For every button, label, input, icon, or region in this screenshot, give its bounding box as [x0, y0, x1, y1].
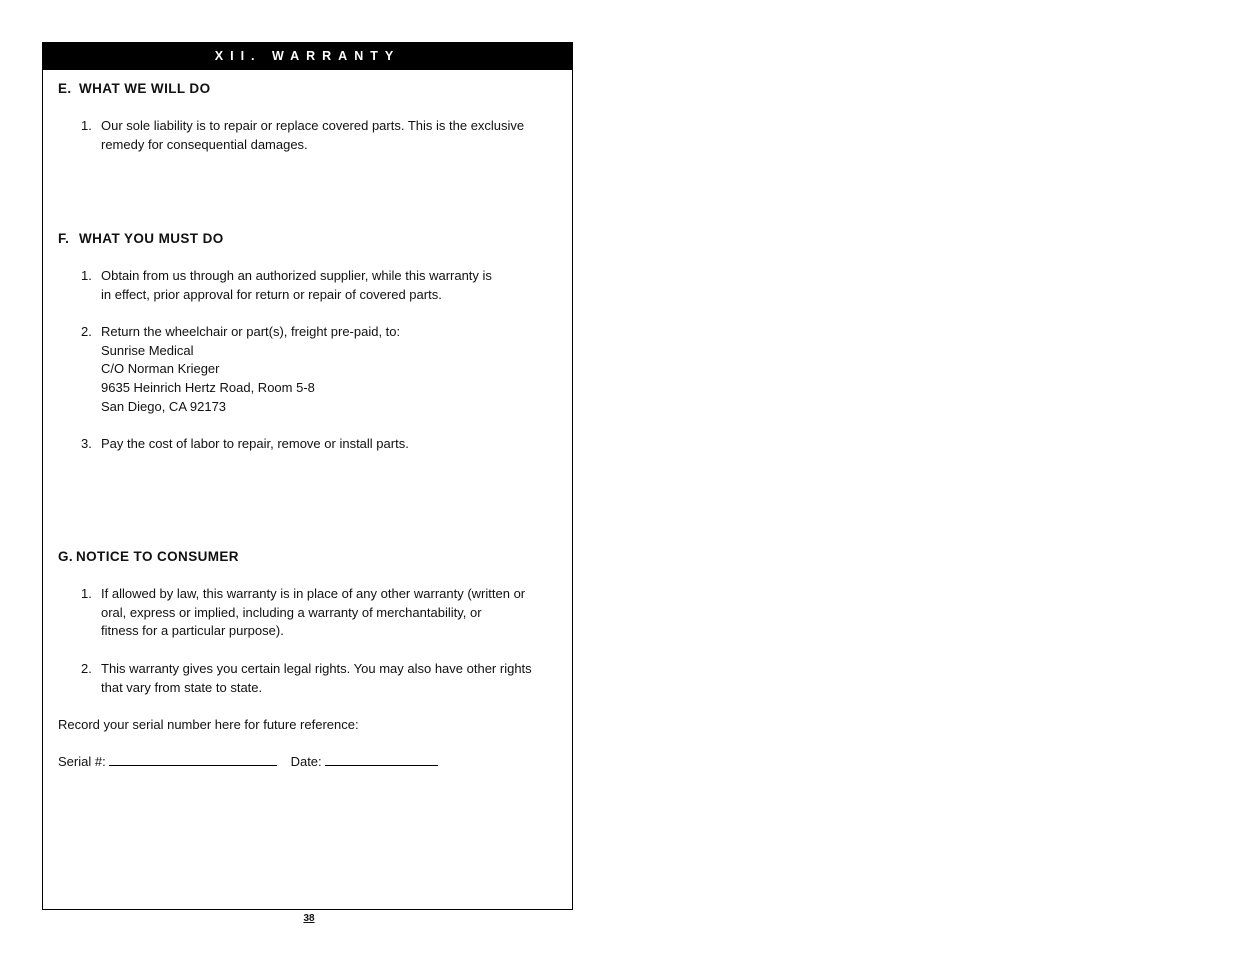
list-item: [81, 435, 551, 454]
section-heading-e: [58, 81, 210, 96]
item-text-line: Obtain from us through an authorized supplier, while this warranty is: [101, 268, 492, 283]
item-number: 2.: [81, 661, 92, 676]
item-number: 3.: [81, 436, 92, 451]
item-text-line: Pay the cost of labor to repair, remove or install parts.: [101, 436, 409, 451]
section-title: WHAT YOU MUST DO: [79, 231, 224, 246]
item-text-line: in effect, prior approval for return or repair of covered parts.: [101, 286, 442, 302]
address-line: San Diego, CA 92173: [101, 398, 227, 414]
list-item: [81, 660, 551, 697]
address-line: C/O Norman Krieger: [101, 361, 220, 377]
item-number: 1.: [81, 268, 92, 283]
section-title: NOTICE TO CONSUMER: [76, 549, 239, 564]
item-text-line: This warranty gives you certain legal rights. You may also have other rights: [101, 661, 532, 676]
item-number: 2.: [81, 324, 92, 339]
list-item: [81, 585, 551, 641]
list-item: [81, 323, 551, 417]
date-field[interactable]: [325, 753, 438, 766]
section-title: WHAT WE WILL DO: [79, 81, 211, 96]
item-text-line: remedy for consequential damages.: [101, 136, 308, 152]
item-text-line: oral, express or implied, including a warranty of merchantability, or: [101, 604, 482, 620]
item-number: 1.: [81, 586, 92, 601]
item-number: 1.: [81, 118, 92, 133]
list-item: [81, 267, 551, 304]
section-header: XII. WARRANTY: [43, 43, 572, 70]
address-line: Sunrise Medical: [101, 342, 194, 358]
section-letter: G.: [58, 549, 74, 564]
date-label: Date:: [290, 754, 322, 769]
section-letter: E.: [58, 81, 72, 96]
warranty-page: [42, 42, 573, 910]
section-heading-f: [58, 231, 224, 246]
record-instruction: Record your serial number here for future reference:: [58, 717, 359, 732]
item-text-line: that vary from state to state.: [101, 679, 263, 695]
list-item: [81, 117, 551, 154]
serial-number-field[interactable]: [109, 753, 277, 766]
section-letter: F.: [58, 231, 70, 246]
serial-label: Serial #:: [58, 754, 106, 769]
page-number: 38: [303, 913, 315, 924]
item-text-line: Our sole liability is to repair or replace covered parts. This is the exclusive: [101, 118, 525, 133]
address-line: 9635 Heinrich Hertz Road, Room 5-8: [101, 380, 315, 396]
item-text-line: If allowed by law, this warranty is in place of any other warranty (written or: [101, 586, 526, 601]
section-heading-g: [58, 549, 239, 564]
item-text-line: Return the wheelchair or part(s), freight pre-paid, to:: [101, 324, 401, 339]
serial-record-row: [58, 753, 438, 772]
item-text-line: fitness for a particular purpose).: [101, 623, 284, 639]
